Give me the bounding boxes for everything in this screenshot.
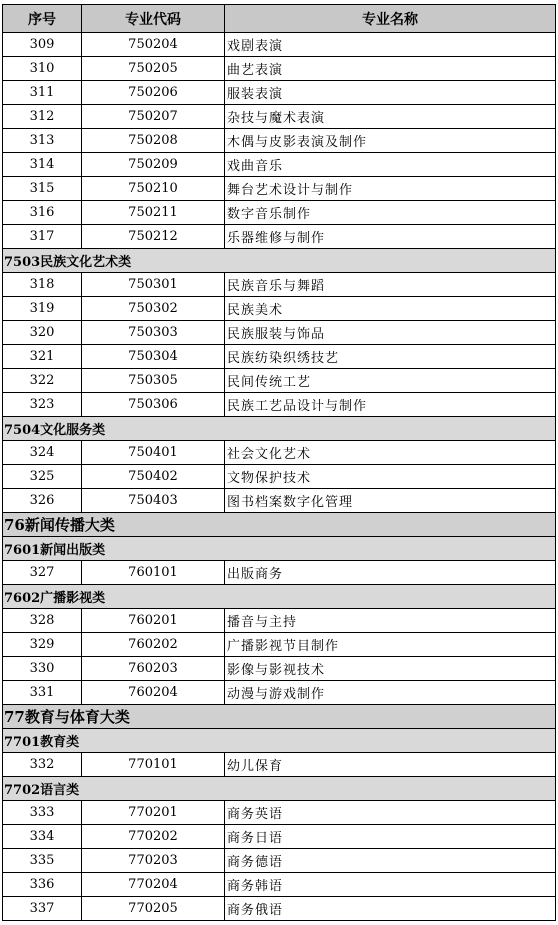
table-body bbox=[3, 33, 556, 921]
code-cell: 750204 bbox=[82, 33, 225, 57]
seq-cell: 319 bbox=[3, 297, 82, 321]
name-cell: 商务英语 bbox=[225, 801, 556, 825]
name-cell: 播音与主持 bbox=[225, 609, 556, 633]
seq-cell: 326 bbox=[3, 489, 82, 513]
seq-cell: 316 bbox=[3, 201, 82, 225]
seq-cell: 320 bbox=[3, 321, 82, 345]
table-row bbox=[3, 801, 556, 825]
table-row bbox=[3, 153, 556, 177]
code-cell: 750207 bbox=[82, 105, 225, 129]
name-cell: 民间传统工艺 bbox=[225, 369, 556, 393]
table-row bbox=[3, 57, 556, 81]
table-row bbox=[3, 177, 556, 201]
table-row bbox=[3, 129, 556, 153]
code-cell: 770101 bbox=[82, 753, 225, 777]
name-cell: 服装表演 bbox=[225, 81, 556, 105]
seq-cell: 313 bbox=[3, 129, 82, 153]
subcategory-row bbox=[3, 249, 556, 273]
seq-cell: 324 bbox=[3, 441, 82, 465]
program-catalog-table bbox=[2, 4, 556, 921]
seq-cell: 314 bbox=[3, 153, 82, 177]
code-cell: 750303 bbox=[82, 321, 225, 345]
name-cell: 舞台艺术设计与制作 bbox=[225, 177, 556, 201]
seq-cell: 323 bbox=[3, 393, 82, 417]
subcategory-label: 7601新闻出版类 bbox=[3, 537, 556, 561]
name-cell: 木偶与皮影表演及制作 bbox=[225, 129, 556, 153]
name-cell: 曲艺表演 bbox=[225, 57, 556, 81]
major-category-row bbox=[3, 513, 556, 537]
code-cell: 770203 bbox=[82, 849, 225, 873]
subcategory-label: 7701教育类 bbox=[3, 729, 556, 753]
table-row bbox=[3, 273, 556, 297]
header-code: 专业代码 bbox=[82, 5, 225, 33]
code-cell: 770204 bbox=[82, 873, 225, 897]
name-cell: 幼儿保育 bbox=[225, 753, 556, 777]
subcategory-label: 7702语言类 bbox=[3, 777, 556, 801]
seq-cell: 331 bbox=[3, 681, 82, 705]
table-row bbox=[3, 657, 556, 681]
name-cell: 民族工艺品设计与制作 bbox=[225, 393, 556, 417]
table-header bbox=[3, 5, 556, 33]
name-cell: 文物保护技术 bbox=[225, 465, 556, 489]
code-cell: 770201 bbox=[82, 801, 225, 825]
major-category-label: 76新闻传播大类 bbox=[3, 513, 556, 537]
subcategory-row bbox=[3, 585, 556, 609]
table-row bbox=[3, 297, 556, 321]
code-cell: 750206 bbox=[82, 81, 225, 105]
seq-cell: 335 bbox=[3, 849, 82, 873]
subcategory-label: 7503民族文化艺术类 bbox=[3, 249, 556, 273]
code-cell: 750209 bbox=[82, 153, 225, 177]
name-cell: 图书档案数字化管理 bbox=[225, 489, 556, 513]
table-row bbox=[3, 609, 556, 633]
subcategory-row bbox=[3, 537, 556, 561]
seq-cell: 327 bbox=[3, 561, 82, 585]
table-row bbox=[3, 633, 556, 657]
table-row bbox=[3, 105, 556, 129]
seq-cell: 337 bbox=[3, 897, 82, 921]
code-cell: 750402 bbox=[82, 465, 225, 489]
code-cell: 750302 bbox=[82, 297, 225, 321]
code-cell: 750305 bbox=[82, 369, 225, 393]
code-cell: 760203 bbox=[82, 657, 225, 681]
seq-cell: 330 bbox=[3, 657, 82, 681]
seq-cell: 312 bbox=[3, 105, 82, 129]
code-cell: 760202 bbox=[82, 633, 225, 657]
name-cell: 民族音乐与舞蹈 bbox=[225, 273, 556, 297]
table-row bbox=[3, 753, 556, 777]
name-cell: 商务德语 bbox=[225, 849, 556, 873]
subcategory-row bbox=[3, 777, 556, 801]
table-row bbox=[3, 873, 556, 897]
seq-cell: 317 bbox=[3, 225, 82, 249]
major-category-label: 77教育与体育大类 bbox=[3, 705, 556, 729]
name-cell: 商务韩语 bbox=[225, 873, 556, 897]
code-cell: 750301 bbox=[82, 273, 225, 297]
seq-cell: 332 bbox=[3, 753, 82, 777]
subcategory-label: 7504文化服务类 bbox=[3, 417, 556, 441]
major-category-row bbox=[3, 705, 556, 729]
seq-cell: 336 bbox=[3, 873, 82, 897]
header-seq: 序号 bbox=[3, 5, 82, 33]
table-row bbox=[3, 201, 556, 225]
name-cell: 民族服装与饰品 bbox=[225, 321, 556, 345]
seq-cell: 318 bbox=[3, 273, 82, 297]
name-cell: 杂技与魔术表演 bbox=[225, 105, 556, 129]
seq-cell: 328 bbox=[3, 609, 82, 633]
code-cell: 750211 bbox=[82, 201, 225, 225]
table-row bbox=[3, 825, 556, 849]
code-cell: 750208 bbox=[82, 129, 225, 153]
subcategory-row bbox=[3, 417, 556, 441]
table-row bbox=[3, 321, 556, 345]
seq-cell: 325 bbox=[3, 465, 82, 489]
code-cell: 770202 bbox=[82, 825, 225, 849]
table-row bbox=[3, 489, 556, 513]
table-row bbox=[3, 33, 556, 57]
code-cell: 750212 bbox=[82, 225, 225, 249]
code-cell: 750401 bbox=[82, 441, 225, 465]
name-cell: 民族美术 bbox=[225, 297, 556, 321]
table-row bbox=[3, 849, 556, 873]
code-cell: 750306 bbox=[82, 393, 225, 417]
header-name: 专业名称 bbox=[225, 5, 556, 33]
seq-cell: 315 bbox=[3, 177, 82, 201]
name-cell: 社会文化艺术 bbox=[225, 441, 556, 465]
table-row bbox=[3, 897, 556, 921]
table-row bbox=[3, 345, 556, 369]
name-cell: 戏剧表演 bbox=[225, 33, 556, 57]
name-cell: 影像与影视技术 bbox=[225, 657, 556, 681]
name-cell: 数字音乐制作 bbox=[225, 201, 556, 225]
subcategory-label: 7602广播影视类 bbox=[3, 585, 556, 609]
code-cell: 770205 bbox=[82, 897, 225, 921]
name-cell: 戏曲音乐 bbox=[225, 153, 556, 177]
code-cell: 760204 bbox=[82, 681, 225, 705]
seq-cell: 333 bbox=[3, 801, 82, 825]
name-cell: 广播影视节目制作 bbox=[225, 633, 556, 657]
code-cell: 750304 bbox=[82, 345, 225, 369]
table-row bbox=[3, 441, 556, 465]
name-cell: 商务俄语 bbox=[225, 897, 556, 921]
name-cell: 出版商务 bbox=[225, 561, 556, 585]
table-row bbox=[3, 81, 556, 105]
seq-cell: 322 bbox=[3, 369, 82, 393]
name-cell: 商务日语 bbox=[225, 825, 556, 849]
table-row bbox=[3, 465, 556, 489]
seq-cell: 329 bbox=[3, 633, 82, 657]
code-cell: 760101 bbox=[82, 561, 225, 585]
table-row bbox=[3, 681, 556, 705]
seq-cell: 310 bbox=[3, 57, 82, 81]
table-row bbox=[3, 225, 556, 249]
seq-cell: 309 bbox=[3, 33, 82, 57]
code-cell: 760201 bbox=[82, 609, 225, 633]
code-cell: 750210 bbox=[82, 177, 225, 201]
code-cell: 750205 bbox=[82, 57, 225, 81]
name-cell: 动漫与游戏制作 bbox=[225, 681, 556, 705]
seq-cell: 311 bbox=[3, 81, 82, 105]
seq-cell: 321 bbox=[3, 345, 82, 369]
subcategory-row bbox=[3, 729, 556, 753]
table-row bbox=[3, 393, 556, 417]
code-cell: 750403 bbox=[82, 489, 225, 513]
name-cell: 乐器维修与制作 bbox=[225, 225, 556, 249]
seq-cell: 334 bbox=[3, 825, 82, 849]
name-cell: 民族纺染织绣技艺 bbox=[225, 345, 556, 369]
table-row bbox=[3, 369, 556, 393]
table-row bbox=[3, 561, 556, 585]
